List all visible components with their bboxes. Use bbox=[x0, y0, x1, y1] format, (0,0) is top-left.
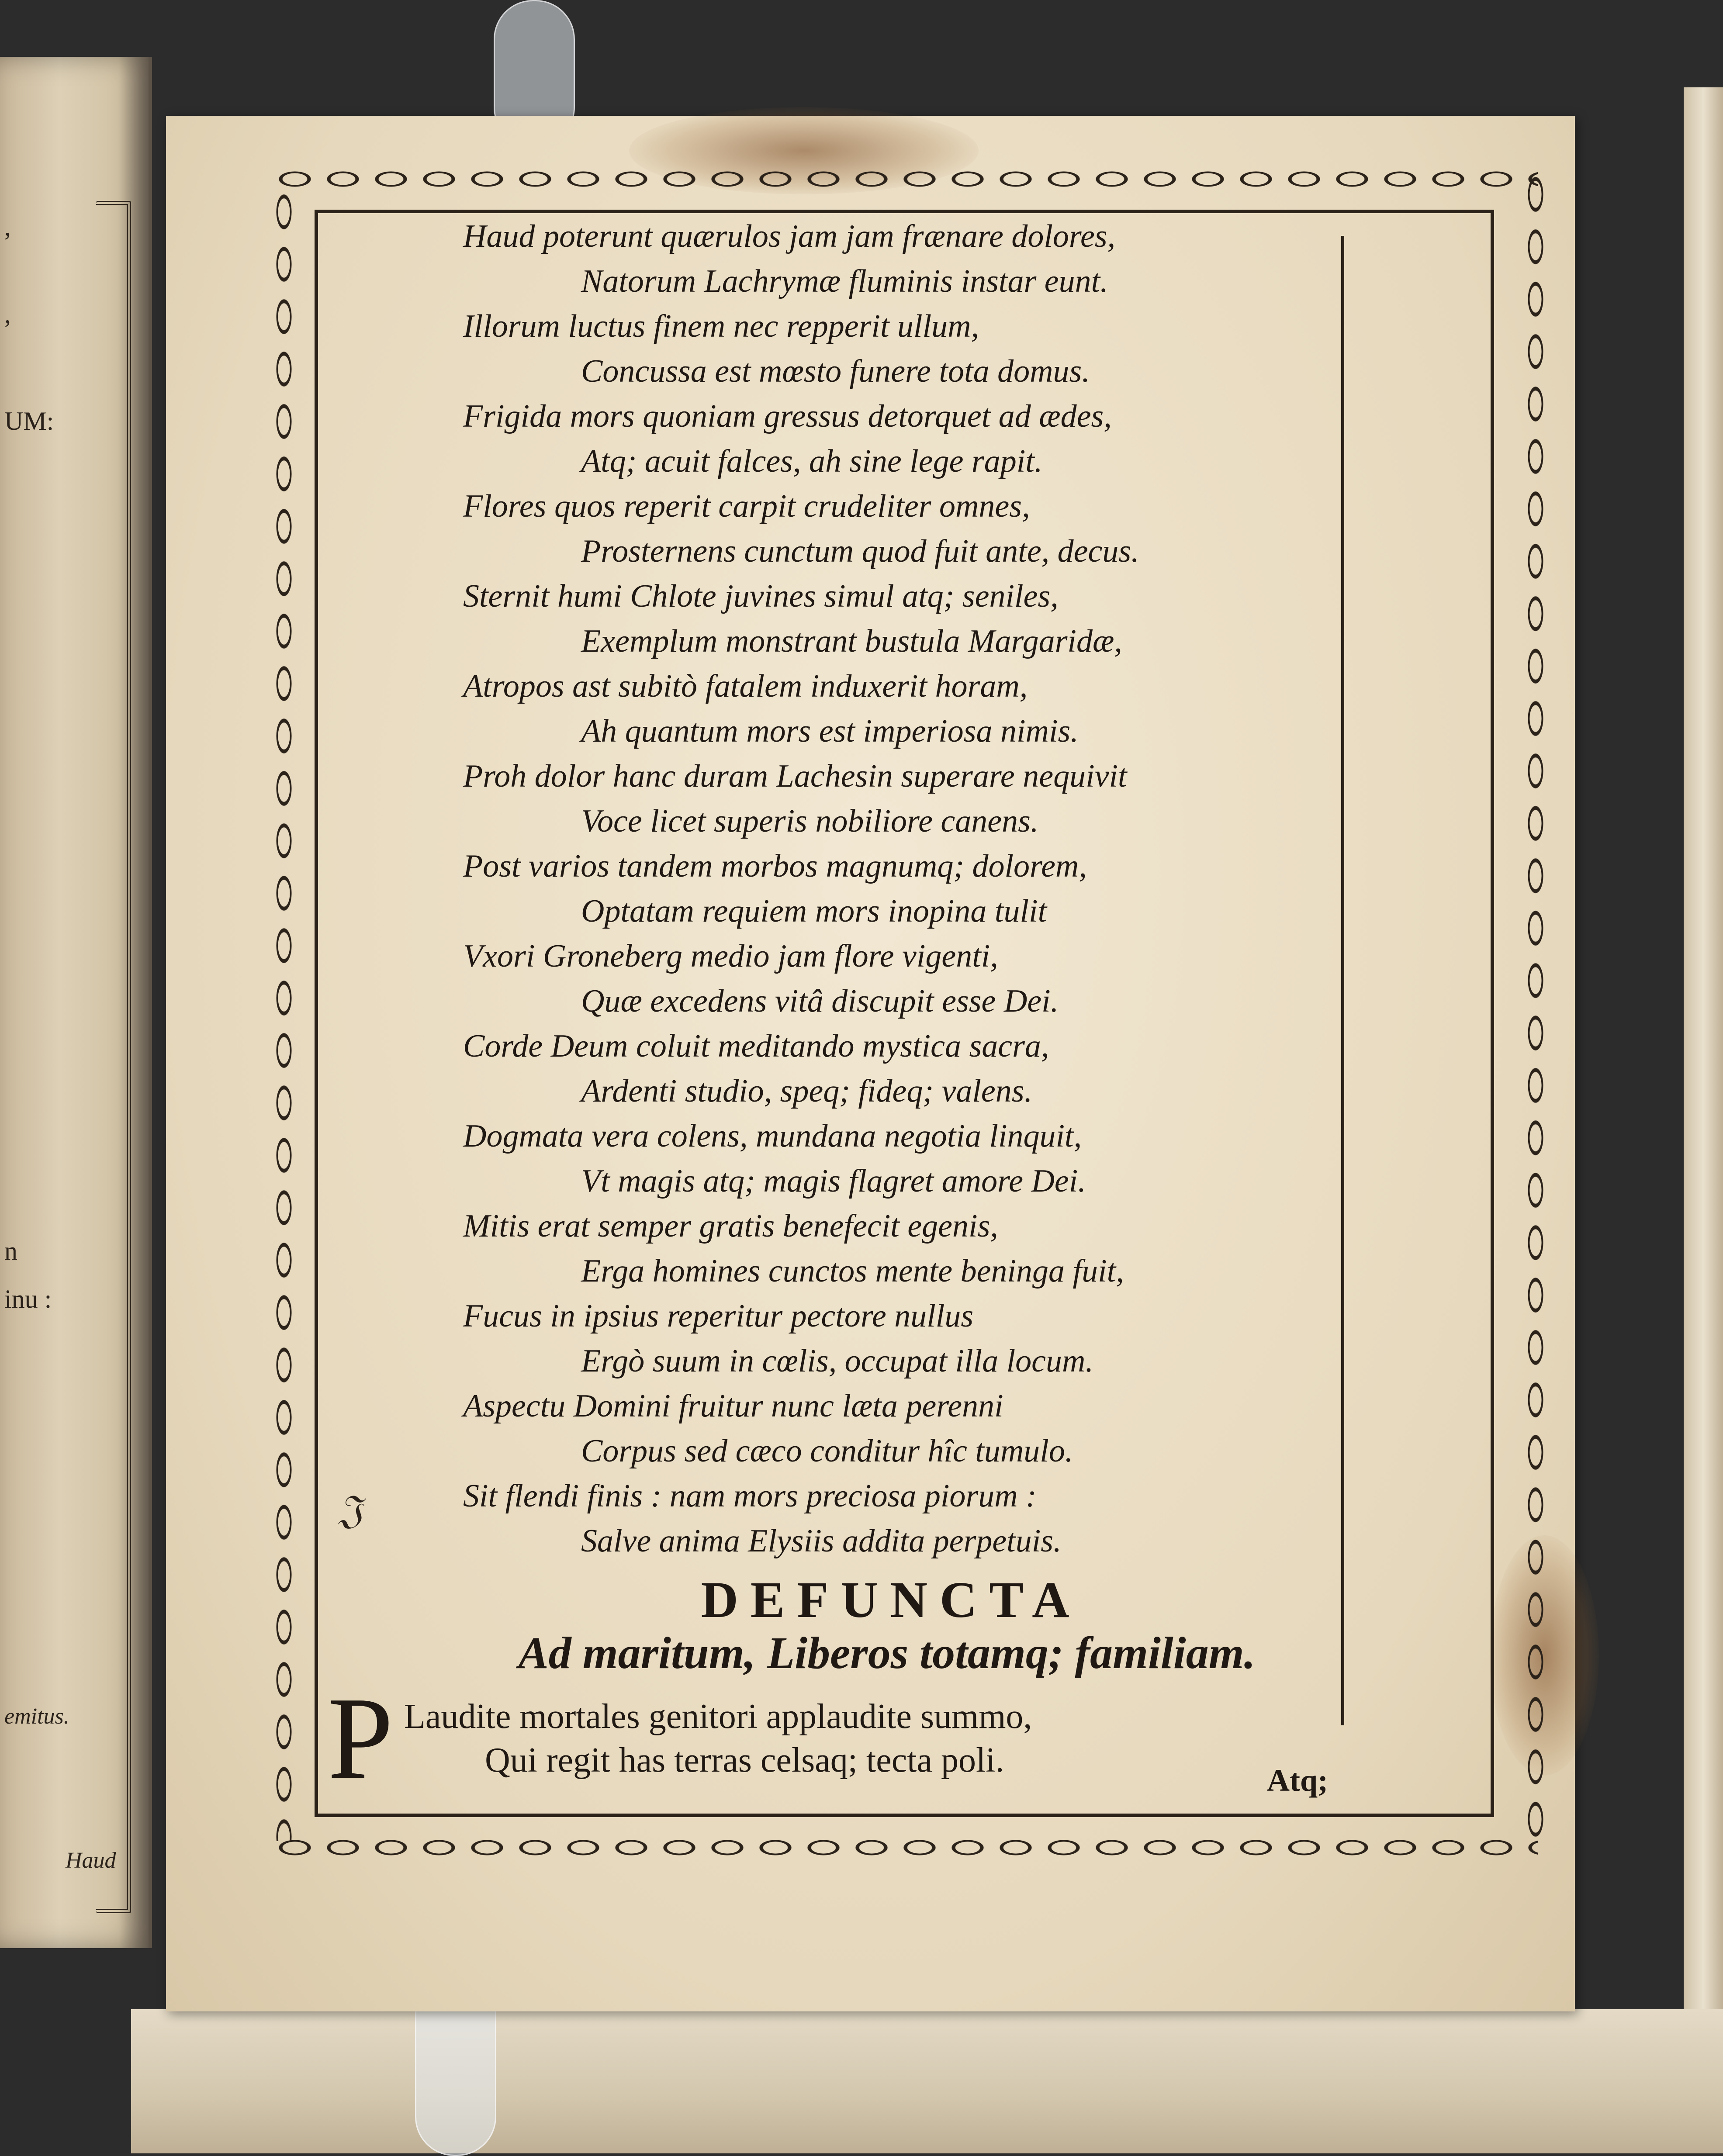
left-page-fragment: n bbox=[4, 1237, 17, 1265]
document-page bbox=[166, 116, 1575, 2011]
catchword: Atq; bbox=[1267, 1763, 1328, 1798]
page-edges-bottom bbox=[131, 2009, 1723, 2153]
ornamental-border-right bbox=[1520, 168, 1551, 1841]
poem-line: Corde Deum coluit meditando mystica sacra, bbox=[463, 1028, 1049, 1064]
poem-line: Vt magis atq; magis flagret amore Dei. bbox=[581, 1163, 1086, 1199]
ornamental-border-bottom bbox=[271, 1832, 1538, 1863]
poem-line: Ergò suum in cœlis, occupat illa locum. bbox=[581, 1343, 1093, 1379]
left-facing-page bbox=[0, 57, 152, 1948]
poem-body bbox=[463, 214, 1468, 1564]
poem-line: Proh dolor hanc duram Lachesin superare nequivit bbox=[463, 758, 1127, 794]
poem-line: Corpus sed cæco conditur hîc tumulo. bbox=[581, 1433, 1073, 1469]
closing-line-1: Laudite mortales genitori applaudite summo, bbox=[404, 1697, 1032, 1736]
poem-line: Haud poterunt quærulos jam jam frænare dolores, bbox=[463, 218, 1116, 254]
poem-line: Sternit humi Chlote juvines simul atq; seniles, bbox=[463, 578, 1059, 614]
poem-line: Erga homines cunctos mente beninga fuit, bbox=[581, 1253, 1124, 1289]
poem-line: Sit flendi finis : nam mors preciosa piorum : bbox=[463, 1478, 1037, 1514]
poem-line: Flores quos reperit carpit crudeliter omnes, bbox=[463, 488, 1030, 524]
drop-capital: P bbox=[328, 1673, 394, 1804]
margin-annotation: 𝔍 bbox=[339, 1488, 363, 1531]
left-page-fragment: Haud bbox=[66, 1848, 116, 1873]
poem-line: Optatam requiem mors inopina tulit bbox=[581, 893, 1047, 929]
poem-line: Aspectu Domini fruitur nunc læta perenni bbox=[463, 1388, 1003, 1424]
poem-line: Prosternens cunctum quod fuit ante, decus. bbox=[581, 533, 1139, 569]
left-page-fragment: emitus. bbox=[4, 1704, 69, 1729]
poem-line: Ah quantum mors est imperiosa nimis. bbox=[581, 713, 1079, 749]
left-page-fragment: , bbox=[4, 300, 11, 328]
ornamental-border-top bbox=[271, 164, 1538, 194]
poem-line: Fucus in ipsius reperitur pectore nullus bbox=[463, 1298, 974, 1334]
section-heading: DEFUNCTA bbox=[701, 1571, 1082, 1628]
poem-line: Illorum luctus finem nec repperit ullum, bbox=[463, 308, 979, 344]
poem-line: Mitis erat semper gratis benefecit egenis, bbox=[463, 1208, 998, 1244]
poem-line: Post varios tandem morbos magnumq; dolorem, bbox=[463, 848, 1087, 884]
poem-line: Natorum Lachrymæ fluminis instar eunt. bbox=[581, 263, 1108, 299]
poem-line: Vxori Groneberg medio jam flore vigenti, bbox=[463, 938, 998, 974]
left-page-fragment: inu : bbox=[4, 1285, 52, 1313]
poem-line: Concussa est mœsto funere tota domus. bbox=[581, 353, 1090, 389]
poem-line: Frigida mors quoniam gressus detorquet ad ædes, bbox=[463, 398, 1112, 434]
poem-line: Dogmata vera colens, mundana negotia linquit, bbox=[463, 1118, 1082, 1154]
poem-line: Ardenti studio, speq; fideq; valens. bbox=[581, 1073, 1033, 1109]
ornamental-border-left bbox=[269, 186, 299, 1841]
left-page-fragment: , bbox=[4, 212, 11, 241]
poem-line: Exemplum monstrant bustula Margaridæ, bbox=[581, 623, 1122, 659]
left-page-border bbox=[96, 201, 131, 1913]
poem-line: Quæ excedens vitâ discupit esse Dei. bbox=[581, 983, 1059, 1019]
left-page-fragment: UM: bbox=[4, 407, 54, 435]
poem-line: Voce licet superis nobiliore canens. bbox=[581, 803, 1039, 839]
poem-line: Salve anima Elysiis addita perpetuis. bbox=[581, 1523, 1062, 1559]
page-edges-right bbox=[1684, 87, 1723, 2053]
section-subheading: Ad maritum, Liberos totamq; familiam. bbox=[518, 1628, 1256, 1678]
poem-line: Atropos ast subitò fatalem induxerit horam, bbox=[463, 668, 1028, 704]
poem-line: Atq; acuit falces, ah sine lege rapit. bbox=[581, 443, 1043, 479]
closing-line-2: Qui regit has terras celsaq; tecta poli. bbox=[485, 1741, 1004, 1779]
